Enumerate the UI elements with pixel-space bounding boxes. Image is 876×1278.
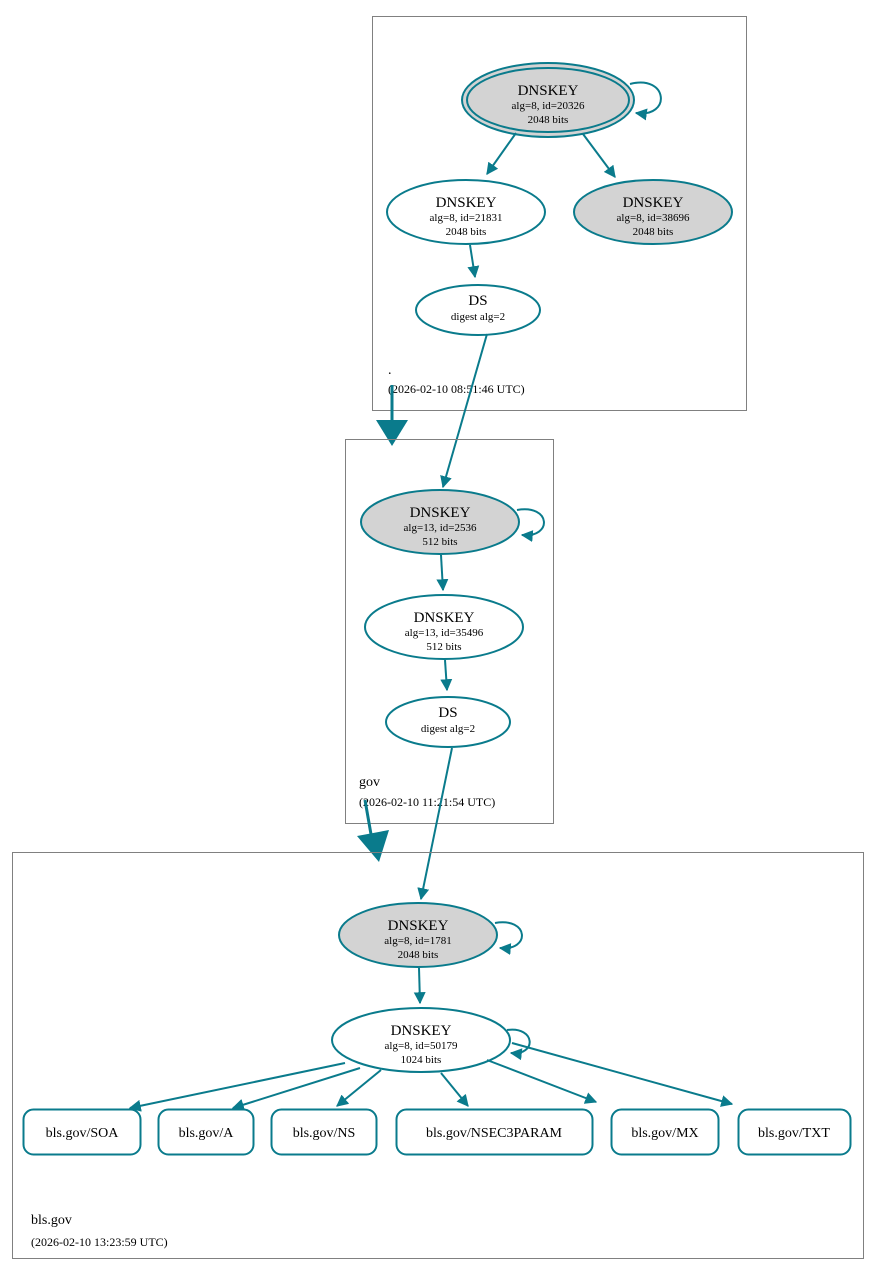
node-root-ds-params: digest alg=2	[450, 311, 506, 323]
node-rr-a-label: bls.gov/A	[178, 1126, 234, 1141]
node-gov-zsk-35496-title: DNSKEY	[413, 610, 475, 626]
edge-bls-zsk-to-txt	[512, 1043, 732, 1104]
node-rr-txt-label: bls.gov/TXT	[758, 1126, 830, 1141]
zone-timestamp-root: (2026-02-10 08:51:46 UTC)	[388, 382, 525, 396]
node-root-key-38696-size: 2048 bits	[632, 226, 674, 238]
node-rr-nsec3param-label: bls.gov/NSEC3PARAM	[425, 1126, 563, 1141]
edge-gov-ksk-selfsign	[517, 509, 544, 535]
node-gov-ds-title: DS	[438, 705, 458, 721]
edge-delegation-gov-to-bls-head	[357, 830, 389, 862]
node-root-key-38696-params: alg=8, id=38696	[616, 212, 690, 224]
node-gov-ds-params: digest alg=2	[420, 723, 476, 735]
node-bls-zsk-50179-title: DNSKEY	[390, 1023, 452, 1039]
edge-gov-zsk-to-ds	[445, 660, 447, 690]
node-gov-ksk-2536-params: alg=13, id=2536	[403, 522, 477, 534]
edge-bls-ksk-selfsign	[495, 922, 522, 948]
node-gov-zsk-35496-size: 512 bits	[426, 641, 462, 653]
edge-bls-zsk-to-mx	[487, 1060, 596, 1102]
node-gov-ksk-2536-size: 512 bits	[422, 536, 458, 548]
edge-root-zsk-to-ds	[470, 245, 475, 277]
node-root-ksk-20326-title: DNSKEY	[517, 83, 579, 99]
node-bls-ksk-1781-size: 2048 bits	[397, 949, 439, 961]
node-bls-zsk-50179-params: alg=8, id=50179	[384, 1040, 458, 1052]
node-root-zsk-21831-title: DNSKEY	[435, 195, 497, 211]
edge-gov-ksk-to-zsk	[441, 555, 443, 590]
node-bls-zsk-50179-size: 1024 bits	[400, 1054, 442, 1066]
edge-bls-zsk-to-ns	[337, 1070, 381, 1106]
edge-bls-zsk-to-nsec3param	[441, 1073, 468, 1106]
node-bls-ksk-1781-title: DNSKEY	[387, 918, 449, 934]
node-bls-ksk-1781-params: alg=8, id=1781	[384, 935, 452, 947]
edge-bls-zsk-to-soa	[130, 1063, 345, 1108]
node-root-ds-title: DS	[468, 293, 488, 309]
edge-root-ksk-to-key38696	[583, 134, 615, 177]
node-root-zsk-21831-size: 2048 bits	[445, 226, 487, 238]
zone-label-gov: gov	[359, 775, 380, 790]
zone-timestamp-blsgov: (2026-02-10 13:23:59 UTC)	[31, 1235, 168, 1249]
edge-bls-ksk-to-zsk	[419, 968, 420, 1003]
zone-timestamp-gov: (2026-02-10 11:21:54 UTC)	[359, 795, 496, 809]
node-rr-soa-label: bls.gov/SOA	[45, 1126, 119, 1141]
node-rr-ns-label: bls.gov/NS	[292, 1126, 356, 1141]
node-root-zsk-21831-params: alg=8, id=21831	[429, 212, 503, 224]
edge-delegation-root-to-gov-head	[376, 420, 408, 446]
zone-label-blsgov: bls.gov	[31, 1213, 72, 1228]
node-root-key-38696-title: DNSKEY	[622, 195, 684, 211]
node-gov-ksk-2536-title: DNSKEY	[409, 505, 471, 521]
node-rr-mx-label: bls.gov/MX	[631, 1126, 699, 1141]
zone-label-root: .	[388, 363, 392, 378]
node-root-ksk-20326-size: 2048 bits	[527, 114, 569, 126]
node-root-ksk-20326-params: alg=8, id=20326	[511, 100, 585, 112]
node-gov-zsk-35496-params: alg=13, id=35496	[404, 627, 484, 639]
edge-root-ksk-to-zsk	[487, 133, 516, 174]
